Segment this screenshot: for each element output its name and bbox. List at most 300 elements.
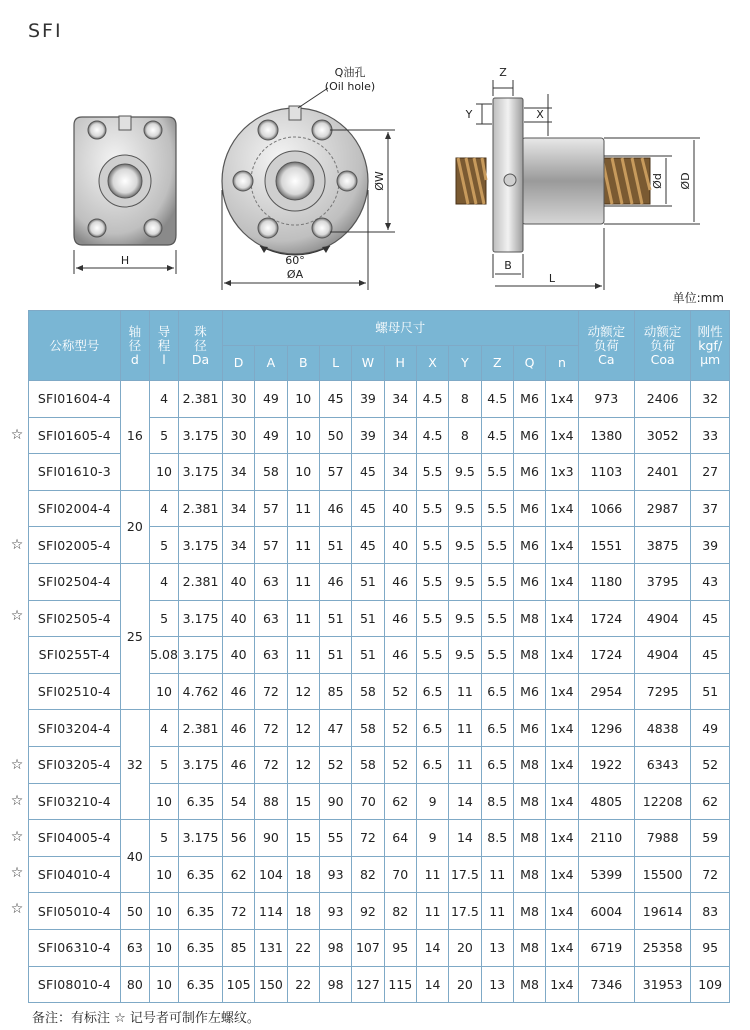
cell-w: 45: [352, 527, 384, 564]
round-flange-view: [222, 65, 395, 290]
cell-l: 55: [319, 820, 351, 857]
cell-ca: 5399: [578, 856, 634, 893]
cell-y: 9.5: [449, 490, 481, 527]
cell-q: M6: [513, 417, 545, 454]
cell-b: 18: [287, 856, 319, 893]
cell-da: 6.35: [179, 929, 223, 966]
cell-coa: 2401: [635, 454, 691, 491]
cell-w: 70: [352, 783, 384, 820]
cell-model: SFI02505-4: [29, 600, 121, 637]
header-lead: 导 程 l: [149, 311, 178, 381]
cell-model: SFI04010-4: [29, 856, 121, 893]
header-col-q: Q: [513, 346, 545, 381]
cell-q: M6: [513, 673, 545, 710]
cell-model: SFI03205-4: [29, 746, 121, 783]
cell-y: 11: [449, 746, 481, 783]
cell-y: 9.5: [449, 637, 481, 674]
cell-ca: 1103: [578, 454, 634, 491]
cell-w: 51: [352, 563, 384, 600]
cell-y: 14: [449, 820, 481, 857]
dim-l-label: L: [548, 272, 556, 285]
cell-a: 150: [255, 966, 287, 1003]
cell-q: M6: [513, 527, 545, 564]
cell-h: 34: [384, 454, 416, 491]
cell-n: 1x4: [546, 746, 578, 783]
cell-ca: 6719: [578, 929, 634, 966]
cell-coa: 2406: [635, 381, 691, 418]
cell-h: 95: [384, 929, 416, 966]
cell-rigid: 59: [691, 820, 730, 857]
left-thread-star: ☆: [10, 865, 24, 881]
cell-rigid: 83: [691, 893, 730, 930]
cell-b: 11: [287, 490, 319, 527]
cell-coa: 4904: [635, 637, 691, 674]
cell-l: 52: [319, 746, 351, 783]
header-col-z: Z: [481, 346, 513, 381]
cell-b: 12: [287, 746, 319, 783]
cell-y: 8: [449, 417, 481, 454]
cell-n: 1x4: [546, 381, 578, 418]
table-row: [29, 490, 730, 527]
header-ca: 动额定 负荷 Ca: [578, 311, 634, 381]
header-nut-dims: 螺母尺寸: [222, 311, 578, 346]
cell-w: 127: [352, 966, 384, 1003]
cell-w: 107: [352, 929, 384, 966]
cell-z: 4.5: [481, 381, 513, 418]
cell-q: M6: [513, 490, 545, 527]
table-row: [29, 966, 730, 1003]
table-row: [29, 381, 730, 418]
footnote: 备注：有标注 ☆ 记号者可制作左螺纹。: [32, 1011, 260, 1026]
header-col-h: H: [384, 346, 416, 381]
cell-coa: 25358: [635, 929, 691, 966]
cell-da: 4.762: [179, 673, 223, 710]
dim-b-label: B: [504, 259, 512, 272]
header-col-x: X: [416, 346, 448, 381]
cell-x: 6.5: [416, 710, 448, 747]
cell-y: 8: [449, 381, 481, 418]
cell-model: SFI01604-4: [29, 381, 121, 418]
cell-rigid: 51: [691, 673, 730, 710]
cell-rigid: 39: [691, 527, 730, 564]
cell-lead: 4: [149, 710, 178, 747]
cell-da: 2.381: [179, 710, 223, 747]
cell-y: 14: [449, 783, 481, 820]
cell-x: 5.5: [416, 563, 448, 600]
cell-ca: 2954: [578, 673, 634, 710]
cell-model: SFI02510-4: [29, 673, 121, 710]
cell-d: 30: [222, 381, 254, 418]
cell-lead: 5: [149, 417, 178, 454]
cell-shaft-diameter: 25: [120, 563, 149, 709]
cell-h: 40: [384, 490, 416, 527]
table-row: [29, 893, 730, 930]
cell-n: 1x4: [546, 637, 578, 674]
cell-h: 46: [384, 637, 416, 674]
cell-l: 85: [319, 673, 351, 710]
cell-coa: 4838: [635, 710, 691, 747]
cell-ca: 7346: [578, 966, 634, 1003]
cell-d: 40: [222, 637, 254, 674]
header-rigidity: 刚性 kgf/ μm: [691, 311, 730, 381]
cell-b: 11: [287, 600, 319, 637]
cell-da: 3.175: [179, 637, 223, 674]
header-ball: 珠 径 Da: [179, 311, 223, 381]
cell-h: 82: [384, 893, 416, 930]
cell-lead: 10: [149, 893, 178, 930]
cell-coa: 12208: [635, 783, 691, 820]
cell-d: 105: [222, 966, 254, 1003]
cell-d: 34: [222, 490, 254, 527]
cell-q: M8: [513, 600, 545, 637]
dim-w-label: ØW: [373, 171, 386, 191]
dim-h-label: H: [120, 254, 130, 267]
cell-y: 9.5: [449, 563, 481, 600]
cell-w: 58: [352, 673, 384, 710]
cell-w: 45: [352, 454, 384, 491]
cell-y: 17.5: [449, 893, 481, 930]
cell-h: 64: [384, 820, 416, 857]
header-col-l: L: [319, 346, 351, 381]
cell-h: 52: [384, 746, 416, 783]
header-col-a: A: [255, 346, 287, 381]
cell-a: 57: [255, 490, 287, 527]
cell-a: 63: [255, 637, 287, 674]
cell-lead: 5: [149, 600, 178, 637]
cell-n: 1x4: [546, 527, 578, 564]
cell-z: 5.5: [481, 490, 513, 527]
cell-lead: 10: [149, 966, 178, 1003]
cell-lead: 10: [149, 929, 178, 966]
cell-da: 3.175: [179, 527, 223, 564]
cell-shaft-diameter: 63: [120, 929, 149, 966]
cell-shaft-diameter: 50: [120, 893, 149, 930]
cell-b: 22: [287, 929, 319, 966]
cell-lead: 4: [149, 381, 178, 418]
dim-d-label: Ød: [651, 173, 664, 189]
cell-l: 51: [319, 600, 351, 637]
cell-b: 22: [287, 966, 319, 1003]
header-model: 公称型号: [29, 311, 121, 381]
cell-rigid: 33: [691, 417, 730, 454]
cell-d: 46: [222, 710, 254, 747]
cell-q: M8: [513, 637, 545, 674]
cell-n: 1x4: [546, 563, 578, 600]
oil-hole-en-label: (Oil hole): [324, 80, 376, 93]
cell-x: 5.5: [416, 454, 448, 491]
cell-x: 14: [416, 929, 448, 966]
cell-h: 40: [384, 527, 416, 564]
cell-n: 1x4: [546, 893, 578, 930]
cell-z: 13: [481, 966, 513, 1003]
table-row: [29, 563, 730, 600]
cell-a: 58: [255, 454, 287, 491]
left-thread-star: ☆: [10, 757, 24, 773]
cell-da: 6.35: [179, 893, 223, 930]
cell-lead: 4: [149, 490, 178, 527]
cell-da: 2.381: [179, 563, 223, 600]
cell-coa: 4904: [635, 600, 691, 637]
cell-da: 2.381: [179, 490, 223, 527]
technical-drawing: [0, 50, 750, 290]
header-shaft: 轴 径 d: [120, 311, 149, 381]
cell-q: M8: [513, 893, 545, 930]
cell-z: 4.5: [481, 417, 513, 454]
cell-x: 9: [416, 820, 448, 857]
cell-rigid: 37: [691, 490, 730, 527]
table-row: [29, 820, 730, 857]
cell-coa: 3795: [635, 563, 691, 600]
cell-coa: 19614: [635, 893, 691, 930]
cell-d: 30: [222, 417, 254, 454]
dim-x-label: X: [536, 108, 544, 121]
cell-l: 51: [319, 527, 351, 564]
cell-h: 52: [384, 710, 416, 747]
header-col-n: n: [546, 346, 578, 381]
cell-lead: 10: [149, 673, 178, 710]
cell-b: 10: [287, 454, 319, 491]
cell-ca: 1066: [578, 490, 634, 527]
cell-l: 93: [319, 893, 351, 930]
cell-d: 62: [222, 856, 254, 893]
cell-d: 34: [222, 527, 254, 564]
cell-d: 40: [222, 600, 254, 637]
cell-z: 5.5: [481, 563, 513, 600]
cell-ca: 2110: [578, 820, 634, 857]
cell-a: 72: [255, 746, 287, 783]
cell-x: 5.5: [416, 637, 448, 674]
header-coa: 动额定 负荷 Coa: [635, 311, 691, 381]
cell-w: 39: [352, 417, 384, 454]
cell-q: M6: [513, 454, 545, 491]
cell-h: 52: [384, 673, 416, 710]
cell-n: 1x4: [546, 966, 578, 1003]
cell-n: 1x4: [546, 856, 578, 893]
dim-a-label: ØA: [286, 268, 304, 281]
cell-n: 1x4: [546, 783, 578, 820]
cell-a: 49: [255, 417, 287, 454]
cell-x: 4.5: [416, 381, 448, 418]
cell-h: 62: [384, 783, 416, 820]
cell-rigid: 52: [691, 746, 730, 783]
cell-n: 1x4: [546, 490, 578, 527]
header-col-b: B: [287, 346, 319, 381]
cell-l: 45: [319, 381, 351, 418]
cell-q: M6: [513, 381, 545, 418]
cell-x: 5.5: [416, 490, 448, 527]
cell-coa: 2987: [635, 490, 691, 527]
table-row: [29, 710, 730, 747]
cell-lead: 10: [149, 783, 178, 820]
cell-ca: 1380: [578, 417, 634, 454]
cell-rigid: 72: [691, 856, 730, 893]
cell-rigid: 43: [691, 563, 730, 600]
cell-w: 92: [352, 893, 384, 930]
cell-z: 5.5: [481, 600, 513, 637]
cell-x: 14: [416, 966, 448, 1003]
cell-x: 5.5: [416, 600, 448, 637]
cell-da: 3.175: [179, 746, 223, 783]
cell-y: 20: [449, 966, 481, 1003]
cell-da: 2.381: [179, 381, 223, 418]
cell-d: 46: [222, 673, 254, 710]
cell-y: 11: [449, 710, 481, 747]
cell-n: 1x4: [546, 710, 578, 747]
cell-da: 3.175: [179, 820, 223, 857]
cell-model: SFI02005-4: [29, 527, 121, 564]
cell-rigid: 49: [691, 710, 730, 747]
cell-da: 6.35: [179, 966, 223, 1003]
cell-b: 10: [287, 381, 319, 418]
cell-w: 58: [352, 710, 384, 747]
dim-z-label: Z: [499, 66, 507, 79]
cell-l: 46: [319, 563, 351, 600]
cell-rigid: 27: [691, 454, 730, 491]
cell-model: SFI03210-4: [29, 783, 121, 820]
cell-z: 6.5: [481, 710, 513, 747]
cell-rigid: 45: [691, 600, 730, 637]
left-thread-star: ☆: [10, 793, 24, 809]
cell-b: 11: [287, 637, 319, 674]
cell-a: 104: [255, 856, 287, 893]
cell-model: SFI01610-3: [29, 454, 121, 491]
cell-n: 1x4: [546, 929, 578, 966]
cell-l: 51: [319, 637, 351, 674]
unit-label: 单位:mm: [672, 291, 724, 305]
cell-coa: 6343: [635, 746, 691, 783]
cell-d: 34: [222, 454, 254, 491]
cell-z: 13: [481, 929, 513, 966]
cell-w: 58: [352, 746, 384, 783]
oil-hole-label: Q油孔: [334, 66, 366, 79]
cell-a: 114: [255, 893, 287, 930]
cell-ca: 4805: [578, 783, 634, 820]
cell-rigid: 109: [691, 966, 730, 1003]
cell-z: 5.5: [481, 637, 513, 674]
cell-y: 20: [449, 929, 481, 966]
cell-da: 3.175: [179, 454, 223, 491]
cell-q: M8: [513, 966, 545, 1003]
cell-model: SFI02004-4: [29, 490, 121, 527]
cell-shaft-diameter: 16: [120, 381, 149, 491]
cell-b: 18: [287, 893, 319, 930]
cell-ca: 1922: [578, 746, 634, 783]
cell-n: 1x3: [546, 454, 578, 491]
cell-model: SFI01605-4: [29, 417, 121, 454]
left-thread-star: ☆: [10, 829, 24, 845]
cell-z: 6.5: [481, 673, 513, 710]
cell-h: 34: [384, 381, 416, 418]
cell-coa: 3875: [635, 527, 691, 564]
cell-y: 17.5: [449, 856, 481, 893]
cell-model: SFI0255T-4: [29, 637, 121, 674]
spec-table: [28, 310, 730, 1003]
header-col-y: Y: [449, 346, 481, 381]
cell-d: 46: [222, 746, 254, 783]
cell-model: SFI03204-4: [29, 710, 121, 747]
cell-a: 57: [255, 527, 287, 564]
cell-ca: 1180: [578, 563, 634, 600]
cell-a: 72: [255, 710, 287, 747]
cell-z: 11: [481, 856, 513, 893]
cell-n: 1x4: [546, 417, 578, 454]
cell-lead: 5: [149, 527, 178, 564]
cell-x: 6.5: [416, 673, 448, 710]
cell-a: 131: [255, 929, 287, 966]
cell-l: 57: [319, 454, 351, 491]
cell-q: M8: [513, 820, 545, 857]
cell-lead: 5: [149, 820, 178, 857]
cell-model: SFI02504-4: [29, 563, 121, 600]
cell-a: 49: [255, 381, 287, 418]
cell-d: 56: [222, 820, 254, 857]
cell-model: SFI08010-4: [29, 966, 121, 1003]
header-col-d: D: [222, 346, 254, 381]
cell-z: 6.5: [481, 746, 513, 783]
cell-y: 9.5: [449, 454, 481, 491]
cell-ca: 1724: [578, 637, 634, 674]
cell-d: 54: [222, 783, 254, 820]
cell-h: 70: [384, 856, 416, 893]
cell-h: 34: [384, 417, 416, 454]
cell-z: 8.5: [481, 783, 513, 820]
cell-a: 88: [255, 783, 287, 820]
cell-l: 47: [319, 710, 351, 747]
cell-n: 1x4: [546, 673, 578, 710]
dim-y-label: Y: [465, 108, 473, 121]
cell-da: 6.35: [179, 783, 223, 820]
cell-l: 98: [319, 929, 351, 966]
cell-a: 72: [255, 673, 287, 710]
left-thread-star: ☆: [10, 901, 24, 917]
cell-shaft-diameter: 32: [120, 710, 149, 820]
cell-da: 6.35: [179, 856, 223, 893]
cell-z: 11: [481, 893, 513, 930]
cell-ca: 6004: [578, 893, 634, 930]
cell-q: M6: [513, 563, 545, 600]
cell-rigid: 95: [691, 929, 730, 966]
cell-a: 63: [255, 563, 287, 600]
cell-h: 46: [384, 600, 416, 637]
cell-z: 8.5: [481, 820, 513, 857]
cell-a: 90: [255, 820, 287, 857]
table-row: [29, 929, 730, 966]
cell-w: 51: [352, 637, 384, 674]
left-thread-star: ☆: [10, 608, 24, 624]
cell-h: 46: [384, 563, 416, 600]
cell-w: 39: [352, 381, 384, 418]
cell-da: 3.175: [179, 417, 223, 454]
cell-b: 11: [287, 563, 319, 600]
cell-d: 40: [222, 563, 254, 600]
cell-coa: 7988: [635, 820, 691, 857]
cell-l: 50: [319, 417, 351, 454]
cell-x: 11: [416, 893, 448, 930]
cell-l: 90: [319, 783, 351, 820]
cell-rigid: 32: [691, 381, 730, 418]
cell-lead: 10: [149, 856, 178, 893]
cell-model: SFI05010-4: [29, 893, 121, 930]
left-thread-star: ☆: [10, 537, 24, 553]
cell-w: 72: [352, 820, 384, 857]
cell-w: 82: [352, 856, 384, 893]
header-col-w: W: [352, 346, 384, 381]
cell-q: M8: [513, 746, 545, 783]
cell-q: M6: [513, 710, 545, 747]
cell-b: 10: [287, 417, 319, 454]
cell-b: 15: [287, 783, 319, 820]
cell-b: 12: [287, 673, 319, 710]
